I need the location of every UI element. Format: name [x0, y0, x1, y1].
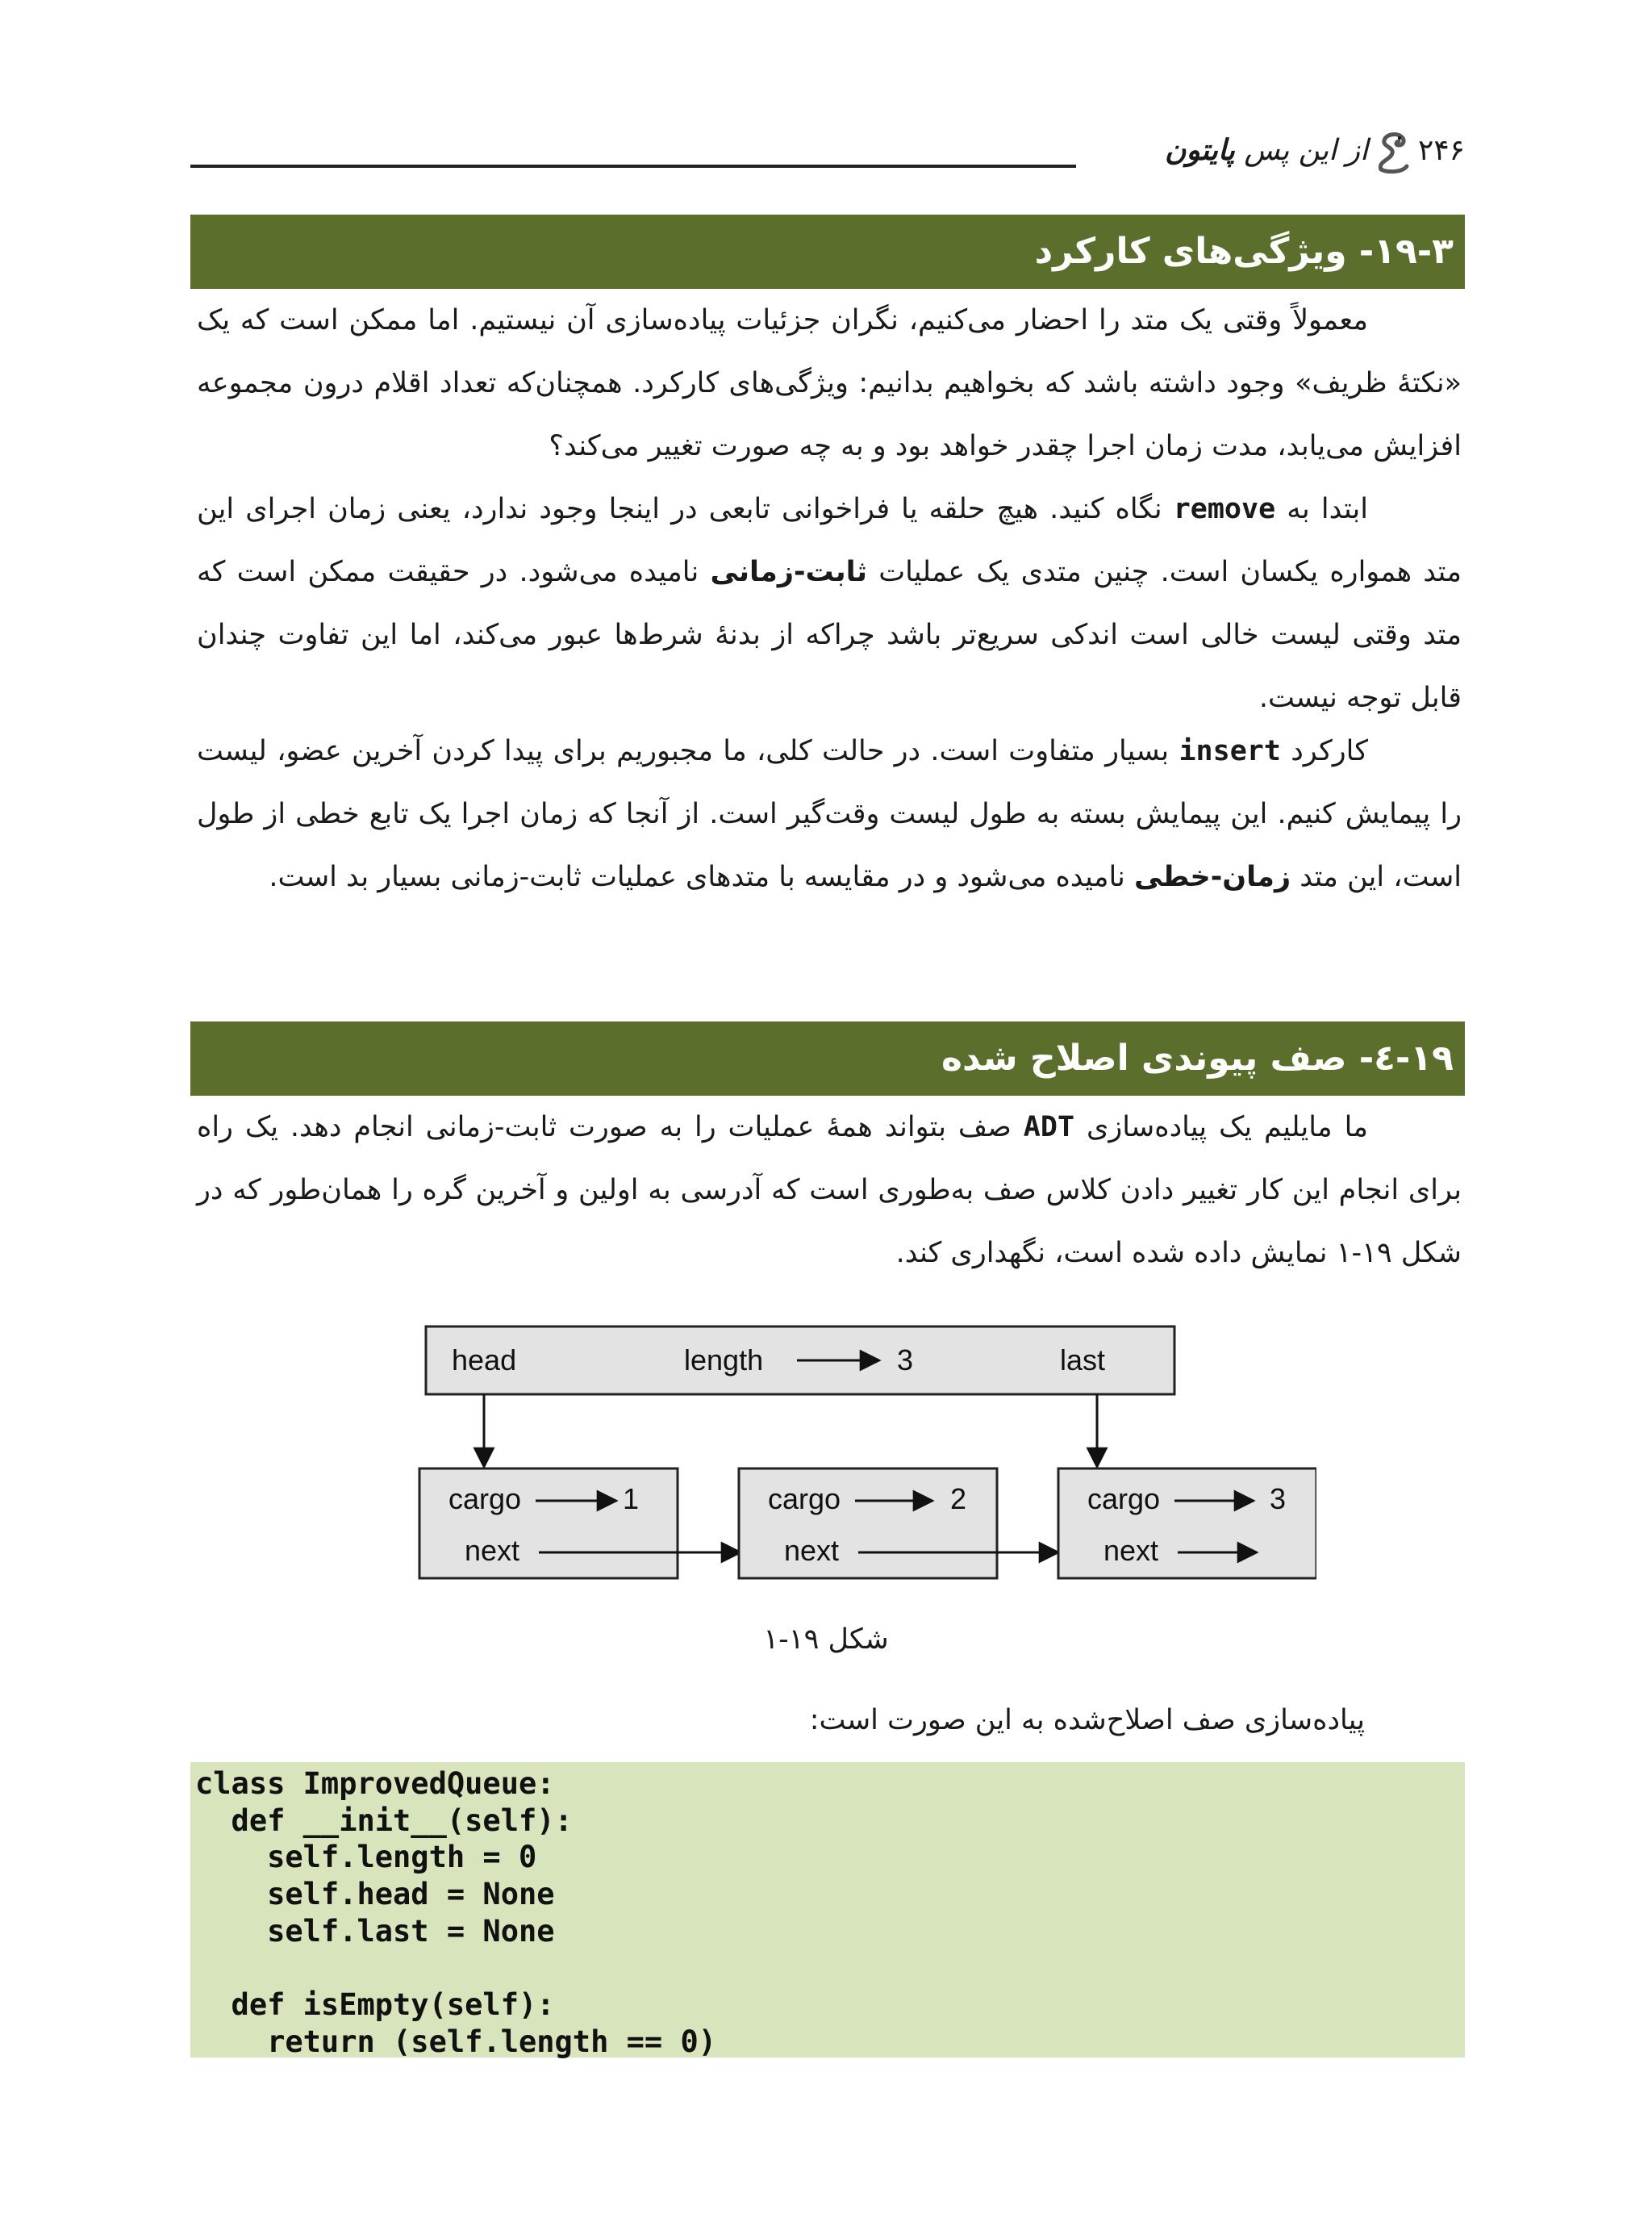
code-adt: ADT: [1023, 1111, 1075, 1143]
label-head: head: [452, 1343, 517, 1377]
node-next-label: next: [1103, 1534, 1159, 1567]
text-run: بسیار متفاوت است. در حالت کلی، ما مجبوریم برای پیدا کردن آخرین عضو، لیست را پیمایش کنیم. این پیمایش بسته به طول لیست وقت‌گیر است. از آنجا که زمان اجرا یک تابع خطی از طول است، این متد: [197, 735, 1462, 893]
paragraph-insert: [197, 720, 1462, 909]
code-line: self.length = 0: [195, 1840, 537, 1875]
section-heading-improved-queue: ۱۹-٤- صف پیوندی اصلاح شده: [190, 1021, 1465, 1096]
node-1: [419, 1468, 740, 1578]
code-intro-text: پیاده‌سازی صف اصلاح‌شده به این صورت است:: [809, 1704, 1365, 1736]
term-constant-time: ثابت-زمانی: [710, 556, 867, 588]
text-run: صف بتواند همهٔ عملیات را به صورت ثابت-زمانی انجام دهد. یک راه برای انجام این کار تغییر دادن کلاس صف به‌طوری است که آدرسی به اولین و آخرین گره را همان‌طور که در شکل ۱۹-۱ نمایش داده شده است، نگهداری کند.: [197, 1111, 1462, 1269]
node-cargo-label: cargo: [1087, 1482, 1161, 1515]
text-run: ما مایلیم یک پیاده‌سازی: [1074, 1111, 1368, 1143]
code-line: def isEmpty(self):: [195, 1987, 555, 2023]
text-run: نگاه کنید. هیچ حلقه یا فراخوانی تابعی در اینجا وجود ندارد، یعنی زمان اجرای این متد همواره یکسان است. چنین متدی یک عملیات: [197, 493, 1462, 588]
book-title-prefix: از این پس: [1244, 134, 1368, 167]
text-run: نامیده می‌شود. در حقیقت ممکن است که متد وقتی لیست خالی است اندکی سریع‌تر باشد چراکه از بدنهٔ شرط‌ها عبور می‌کند، اما این تفاوت چندان قابل توجه نیست.: [197, 556, 1462, 714]
code-line: return (self.length == 0): [195, 2024, 717, 2059]
code-line: self.head = None: [195, 1877, 555, 1912]
node-next-label: next: [784, 1534, 840, 1567]
node-cargo-value: 3: [1270, 1482, 1287, 1515]
label-length: length: [684, 1343, 764, 1377]
paragraph-remove: [197, 478, 1462, 729]
book-title-bold: پایتون: [1165, 134, 1235, 167]
page-number: ۲۴۶: [1417, 134, 1465, 167]
label-last: last: [1060, 1343, 1106, 1377]
figure-caption: شکل ۱۹-۱: [763, 1623, 889, 1656]
text-run: نامیده می‌شود و در مقایسه با متدهای عملیات ثابت-زمانی بسیار بد است.: [269, 861, 1135, 893]
term-linear-time: زمان-خطی: [1134, 861, 1291, 893]
section-heading-performance: ۱۹-۳- ویژگی‌های کارکرد: [190, 215, 1465, 289]
node-cargo-label: cargo: [448, 1482, 522, 1515]
node-next-label: next: [465, 1534, 520, 1567]
node-cargo-value: 1: [623, 1482, 640, 1515]
header-rule: [190, 165, 1076, 168]
page-header: [190, 129, 1465, 178]
node-2: [739, 1468, 1058, 1578]
code-block: [190, 1762, 1465, 2057]
snake-logo-icon: [1375, 129, 1412, 174]
node-cargo-value: 2: [950, 1482, 967, 1515]
text-run: کارکرد: [1280, 735, 1369, 767]
book-title: [1165, 134, 1368, 167]
node-cargo-label: cargo: [768, 1482, 841, 1515]
code-line: def __init__(self):: [195, 1803, 573, 1838]
text-run: ابتدا به: [1275, 493, 1368, 525]
code-line: class ImprovedQueue:: [195, 1766, 555, 1801]
code-line: [195, 1949, 1460, 1986]
node-3: [1058, 1468, 1316, 1578]
code-remove: remove: [1173, 493, 1276, 525]
linked-queue-diagram: [413, 1314, 1316, 1588]
paragraph-intro: معمولاً وقتی یک متد را احضار می‌کنیم، نگران جزئیات پیاده‌سازی آن نیستیم. اما ممکن است که یک «نکتهٔ ظریف» وجود داشته باشد که بخواهیم بدانیم: ویژگی‌های کارکرد. همچنان‌که تعداد اقلام درون مجموعه افزایش می‌یابد، مدت زمان اجرا چقدر خواهد بود و به چه صورت تغییر می‌کند؟: [197, 304, 1462, 462]
code-insert: insert: [1179, 735, 1281, 767]
label-length-value: 3: [897, 1343, 914, 1377]
paragraph-adt: [197, 1096, 1462, 1285]
code-line: self.last = None: [195, 1913, 555, 1949]
